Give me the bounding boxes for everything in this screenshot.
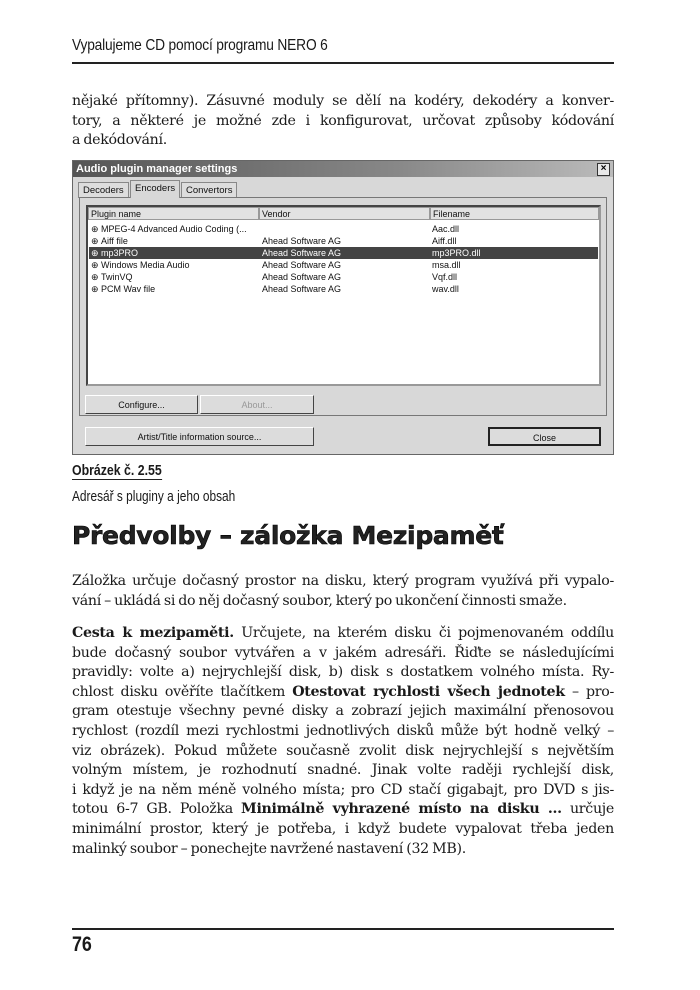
text-line (72, 781, 614, 801)
dialog-title-bar (73, 161, 613, 177)
tab-convertors[interactable]: Convertors (181, 182, 237, 198)
text-run: bude dočasný soubor vytvářen a v jakém adresáři. Řiďte se následujícími (72, 644, 614, 661)
body-paragraph (72, 624, 614, 859)
audio-plugin-manager-dialog (72, 160, 614, 455)
footer-rule (72, 928, 614, 930)
plugin-row[interactable] (89, 283, 598, 295)
plugin-name: TwinVQ (101, 272, 133, 282)
plugin-list[interactable] (86, 205, 601, 386)
text-line (72, 131, 614, 151)
text-line (72, 92, 614, 112)
body-paragraph (72, 572, 614, 611)
text-run: chlost disku ověříte tlačítkem (72, 683, 293, 700)
text-line (72, 624, 614, 644)
bold-term: Minimálně vyhrazené místo na disku ... (241, 801, 562, 818)
text-run: Určujete, na kterém disku či pojmenovaném oddílu (233, 625, 614, 641)
plugin-vendor: Ahead Software AG (262, 248, 342, 258)
plugin-row[interactable] (89, 235, 598, 247)
header-rule (72, 62, 614, 64)
column-header-plugin-name[interactable]: Plugin name (88, 207, 259, 220)
text-line (72, 702, 614, 722)
bold-term: Cesta k mezipaměti. (72, 625, 234, 641)
text-line (72, 112, 614, 132)
text-run: pravidly: volte a) nejrychlejší disk, b) disk s dostatkem volného místa. Ry- (72, 664, 614, 681)
plugin-name: Windows Media Audio (101, 260, 190, 270)
text-run: volným místem, je rozhodnutí snadné. Jinak volte raději rychlejší disk, (72, 762, 614, 779)
plugin-row[interactable] (89, 271, 598, 283)
plugin-vendor: Ahead Software AG (262, 284, 342, 294)
text-run: tory, a některé je možné zde i konfigurovat, určovat způsoby kódování (72, 112, 614, 129)
plugin-icon: ⊕ (91, 224, 99, 234)
text-line (72, 572, 614, 592)
text-line (72, 663, 614, 683)
text-run: nějaké přítomny). Zásuvné moduly se dělí na kodéry, dekodéry a konver- (72, 93, 614, 109)
tab-encoders[interactable]: Encoders (130, 180, 180, 198)
text-run: viz obrázek). Pokud můžete současně zvolit disk nejrychlejší s největším (72, 742, 614, 759)
plugin-name: PCM Wav file (101, 284, 156, 294)
text-line (72, 683, 614, 703)
plugin-icon: ⊕ (91, 260, 99, 270)
column-header-filename[interactable]: Filename (430, 207, 599, 220)
close-icon[interactable]: × (597, 163, 610, 176)
plugin-name: Aiff file (101, 236, 128, 246)
plugin-vendor: Ahead Software AG (262, 236, 342, 246)
text-run: vání – ukládá si do něj dočasný soubor, který po ukončení činnosti smaže. (72, 592, 567, 609)
plugin-filename: wav.dll (432, 284, 459, 294)
text-run: a dekódování. (72, 132, 167, 149)
plugin-filename: mp3PRO.dll (432, 248, 481, 258)
page-number: 76 (72, 933, 92, 956)
text-line (72, 820, 614, 840)
text-line (72, 761, 614, 781)
text-run: určuje (561, 801, 614, 818)
plugin-icon: ⊕ (91, 248, 99, 258)
plugin-vendor: Ahead Software AG (262, 272, 342, 282)
about-button[interactable]: About... (200, 395, 314, 414)
plugin-icon: ⊕ (91, 284, 99, 294)
plugin-row[interactable] (89, 223, 598, 235)
text-line (72, 644, 614, 664)
plugin-filename: Aiff.dll (432, 236, 457, 246)
artist-title-source-button[interactable]: Artist/Title information source... (85, 427, 314, 446)
plugin-row[interactable] (89, 259, 598, 271)
close-button[interactable]: Close (488, 427, 601, 446)
text-line (72, 592, 614, 612)
plugin-name: MPEG-4 Advanced Audio Coding (... (101, 224, 247, 234)
text-run: malinký soubor – ponechejte navržené nastavení (32 MB). (72, 840, 466, 857)
text-run: – pro- (564, 683, 614, 700)
plugin-name: mp3PRO (101, 248, 139, 258)
plugin-icon: ⊕ (91, 272, 99, 282)
plugin-filename: msa.dll (432, 260, 461, 270)
intro-paragraph (72, 92, 614, 151)
text-line (72, 800, 614, 820)
figure-caption: Adresář s pluginy a jeho obsah (72, 489, 236, 505)
text-run: gram otestuje všechny pevné disky a zobrazí jejich maximální přenosovou (72, 703, 614, 720)
plugin-row[interactable] (89, 247, 598, 259)
text-run: i když je na něm méně volného místa; pro CD stačí gigabajt, pro DVD s jis- (72, 781, 614, 798)
text-run: totou 6-7 GB. Položka (72, 801, 242, 818)
text-run: rychlost (rozdíl mezi rychlostmi jednotlivých disků může být hodně velký – (72, 722, 614, 739)
plugin-filename: Vqf.dll (432, 272, 458, 282)
tab-decoders[interactable]: Decoders (78, 182, 129, 198)
text-run: Záložka určuje dočasný prostor na disku, který program využívá při vypalo- (72, 573, 614, 589)
plugin-vendor: Ahead Software AG (262, 260, 342, 270)
text-line (72, 742, 614, 762)
plugin-filename: Aac.dll (432, 224, 460, 234)
column-header-vendor[interactable]: Vendor (259, 207, 430, 220)
configure-button[interactable]: Configure... (85, 395, 198, 414)
text-line (72, 722, 614, 742)
section-heading: Předvolby – záložka Mezipaměť (72, 521, 504, 550)
plugin-icon: ⊕ (91, 236, 99, 246)
figure-label: Obrázek č. 2.55 (72, 463, 162, 479)
text-line (72, 840, 614, 860)
text-run: minimální prostor, který je potřeba, i když budete vypalovat třeba jeden (72, 820, 614, 837)
running-header: Vypalujeme CD pomocí programu NERO 6 (72, 37, 328, 54)
dialog-title: Audio plugin manager settings (76, 163, 238, 175)
bold-term: Otestovat rychlosti všech jednotek (292, 683, 565, 700)
